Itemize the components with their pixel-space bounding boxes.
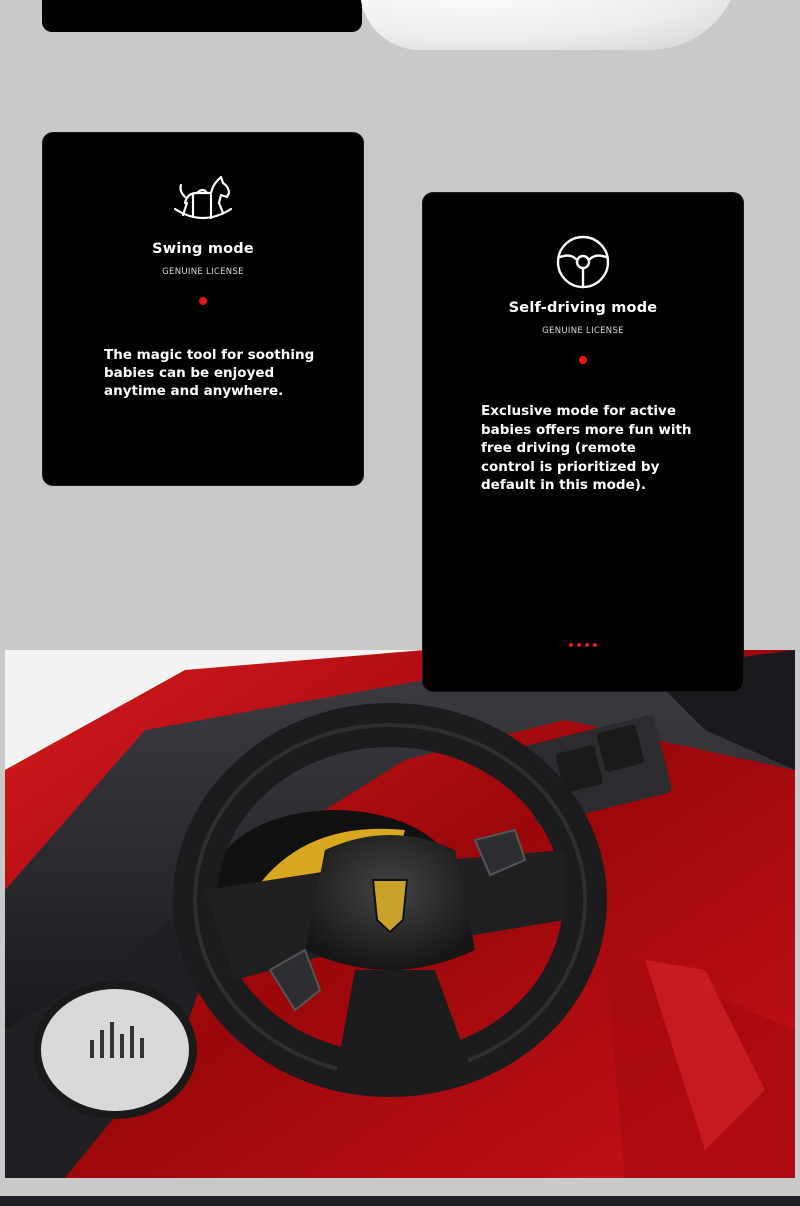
description-line: control is prioritized by — [481, 458, 660, 475]
swing-mode-description — [104, 346, 314, 400]
swing-mode-card — [43, 133, 363, 485]
self-driving-mode-subtitle: GENUINE LICENSE — [542, 326, 624, 336]
description-line: babies offers more fun with — [481, 421, 692, 438]
self-driving-mode-title: Self-driving mode — [508, 300, 658, 316]
steering-wheel-icon — [554, 233, 612, 295]
description-line: default in this mode). — [481, 477, 647, 493]
dot — [569, 643, 573, 647]
description-line: free driving (remote — [481, 440, 636, 456]
dot — [585, 643, 589, 647]
red-dot-indicator — [579, 356, 587, 364]
description-line: The magic tool for soothing — [104, 347, 315, 363]
description-line: anytime and anywhere. — [104, 383, 284, 399]
steering-wheel-dashboard-photo — [5, 650, 795, 1178]
self-driving-mode-card — [423, 193, 743, 691]
white-product-fragment — [360, 0, 740, 50]
pagination-dots — [423, 632, 743, 651]
red-dot-indicator — [199, 297, 207, 305]
rocking-horse-icon — [171, 173, 235, 233]
self-driving-mode-description — [481, 402, 692, 495]
description-line: babies can be enjoyed — [104, 365, 275, 381]
bottom-dark-bar — [0, 1196, 800, 1206]
swing-mode-subtitle: GENUINE LICENSE — [162, 267, 244, 277]
previous-card-fragment — [42, 0, 362, 32]
dot — [577, 643, 581, 647]
dot — [593, 643, 597, 647]
description-line: Exclusive mode for active — [481, 403, 677, 419]
swing-mode-title: Swing mode — [152, 241, 254, 257]
